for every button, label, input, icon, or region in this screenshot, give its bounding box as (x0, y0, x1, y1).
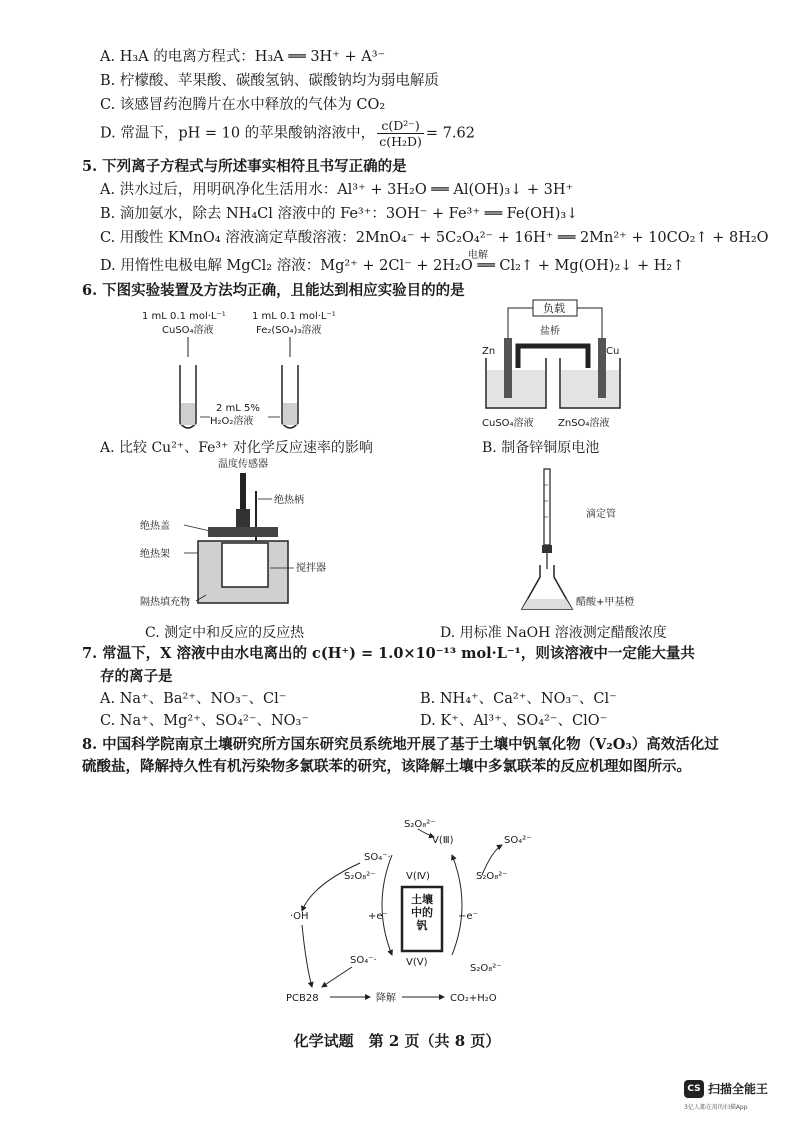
fig-c-lid-pointer (184, 525, 210, 531)
figure-b-galvanic-cell (478, 298, 628, 438)
q7-stem-line-2: 存的离子是 (100, 668, 173, 685)
mech-oh-radical: ·OH (290, 911, 309, 922)
figure-a-test-tubes (130, 305, 360, 435)
fig-b-cu-label: Cu (606, 346, 620, 357)
q5-option-c: C. 用酸性 KMnO₄ 溶液滴定草酸溶液：2MnO₄⁻ + 5C₂O₄²⁻ + 16H⁺ ══ 2Mn²⁺ + 10CO₂↑ + 8H₂O (100, 230, 769, 246)
figure-q8-mechanism (282, 815, 552, 1020)
fig-c-fill-label: 隔热填充物 (140, 597, 190, 608)
mech-arrow-right-cycle (452, 855, 462, 955)
fig-c-rack-label: 绝热架 (140, 549, 170, 560)
mech-box-text: 土壤中的钒 (411, 893, 433, 932)
fig-b-cu-electrode (598, 338, 606, 398)
q7-stem-line-1: 7. 常温下，X 溶液中由水电离出的 c(H⁺) = 1.0×10⁻¹³ mol·L⁻¹，则该溶液中一定能大量共 (82, 645, 695, 662)
fig-d-caption: D. 用标准 NaOH 溶液测定醋酸浓度 (440, 625, 667, 641)
mech-s2o8-right: S₂O₈²⁻ (476, 871, 508, 882)
mech-arrow-so4-to-pcb (322, 967, 352, 987)
mech-s2o8-top: S₂O₈²⁻ (404, 819, 436, 830)
mech-products: CO₂+H₂O (450, 993, 497, 1004)
q5-option-b: B. 滴加氨水，除去 NH₄Cl 溶液中的 Fe³⁺：3OH⁻ + Fe³⁺ ══ Fe(OH)₃↓ (100, 206, 579, 222)
fig-b-solution-label-1: CuSO₄溶液 (482, 418, 534, 429)
fig-c-handle-label: 绝热柄 (274, 495, 304, 506)
q5-d-condition: 电解 (468, 250, 488, 261)
fig-b-caption: B. 制备锌铜原电池 (482, 440, 600, 456)
q4-d-prefix: D. 常温下，pH = 10 的苹果酸钠溶液中， (100, 125, 376, 142)
mech-plus-e: +e⁻ (368, 911, 388, 922)
fig-a-label-4: Fe₂(SO₄)₃溶液 (256, 325, 322, 336)
mech-minus-e: −e⁻ (458, 911, 478, 922)
mech-s2o8-left: S₂O₈²⁻ (344, 871, 376, 882)
fig-b-zn-label: Zn (482, 346, 496, 357)
mech-v3: V(Ⅲ) (432, 835, 454, 846)
q7-option-c: C. Na⁺、Mg²⁺、SO₄²⁻、NO₃⁻ (100, 713, 310, 729)
fig-d-flask-label: 醋酸+甲基橙 (576, 597, 635, 608)
figure-d-titration (510, 465, 640, 615)
q4-d-numerator: c(D²⁻) (377, 118, 424, 134)
page-footer: 化学试题 第 2 页（共 8 页） (293, 1032, 501, 1050)
fig-c-sensor-probe (240, 473, 246, 509)
fig-d-flask-liquid (522, 599, 572, 609)
fig-a-label-5: 2 mL 5% (216, 403, 260, 414)
fig-d-stopcock (542, 545, 552, 553)
mech-arrow-left-cycle (382, 855, 392, 955)
fig-a-caption: A. 比较 Cu²⁺、Fe³⁺ 对化学反应速率的影响 (100, 440, 373, 456)
fig-b-solution-label-2: ZnSO₄溶液 (558, 418, 610, 429)
q5-stem: 5. 下列离子方程式与所述事实相符且书写正确的是 (82, 158, 407, 175)
mech-v4: V(Ⅳ) (406, 871, 430, 882)
q5-option-d: D. 用惰性电极电解 MgCl₂ 溶液：Mg²⁺ + 2Cl⁻ + 2H₂O ══ Cl₂↑ + Mg(OH)₂↓ + H₂↑ (100, 258, 685, 274)
fig-c-lid-label: 绝热盖 (140, 521, 170, 532)
mech-so4-top-right: SO₄²⁻ (504, 835, 532, 846)
fig-a-label-6: H₂O₂溶液 (210, 416, 254, 427)
q4-d-suffix: = 7.62 (425, 125, 475, 142)
fig-a-liquid-2 (283, 403, 297, 425)
q4-d-denominator: c(H₂D) (379, 134, 422, 149)
scanner-tagline: 3亿人都在用的扫描App (684, 1104, 748, 1111)
fig-b-load-label: 负载 (543, 302, 565, 315)
scanner-logo-icon: CS (684, 1080, 704, 1098)
mech-box-text-holder (406, 893, 438, 949)
mech-s2o8-bottom: S₂O₈²⁻ (470, 963, 502, 974)
q6-stem: 6. 下图实验装置及方法均正确，且能达到相应实验目的的是 (82, 282, 465, 299)
fig-a-label-2: CuSO₄溶液 (162, 325, 214, 336)
q4-option-a: A. H₃A 的电离方程式：H₃A ══ 3H⁺ + A³⁻ (100, 49, 386, 65)
q5-option-a: A. 洪水过后，用明矾净化生活用水：Al³⁺ + 3H₂O ══ Al(OH)₃↓ + 3H⁺ (100, 182, 574, 198)
mech-so4-radical-bottom: SO₄⁻· (350, 955, 377, 966)
fig-a-liquid-1 (181, 403, 195, 425)
fig-a-label-3: 1 mL 0.1 mol·L⁻¹ (252, 311, 336, 322)
q4-option-d (100, 118, 475, 149)
mech-arrow-oh-to-pcb (302, 925, 312, 987)
q7-option-a: A. Na⁺、Ba²⁺、NO₃⁻、Cl⁻ (100, 691, 287, 707)
fig-b-salt-bridge (518, 346, 588, 368)
q7-option-b: B. NH₄⁺、Ca²⁺、NO₃⁻、Cl⁻ (420, 691, 617, 707)
q4-option-b: B. 柠檬酸、苹果酸、碳酸氢钠、碳酸钠均为弱电解质 (100, 73, 439, 89)
mech-v5: V(Ⅴ) (406, 957, 428, 968)
fig-b-bridge-label: 盐桥 (540, 326, 560, 337)
fig-b-zn-electrode (504, 338, 512, 398)
q4-d-fraction (377, 118, 424, 149)
fig-b-solution-2 (561, 370, 619, 407)
scanner-brand: 扫描全能王 (708, 1082, 769, 1096)
fig-c-stirrer-label: 搅拌器 (296, 563, 326, 574)
mech-arrow-to-v3 (418, 829, 434, 837)
mech-degrade: 降解 (376, 993, 396, 1004)
figure-c-calorimeter (140, 455, 370, 615)
fig-c-caption: C. 测定中和反应的反应热 (145, 625, 305, 641)
q7-option-d: D. K⁺、Al³⁺、SO₄²⁻、ClO⁻ (420, 713, 608, 729)
q4-option-c: C. 该感冒药泡腾片在水中释放的气体为 CO₂ (100, 97, 386, 113)
q8-stem: 8. 中国科学院南京土壤研究所方国东研究员系统地开展了基于土壤中钒氧化物（V₂O₃）高效活化过硫酸盐，降解持久性有机污染物多氯联苯的研究，该降解土壤中多氯联苯的反应机理如图所示。 (82, 736, 719, 775)
fig-c-inner-beaker (222, 543, 268, 587)
fig-c-lid (208, 527, 278, 537)
scanner-watermark (684, 1078, 794, 1118)
fig-c-sensor-label: 温度传感器 (218, 459, 268, 470)
fig-b-solution-1 (487, 370, 545, 407)
fig-a-label-1: 1 mL 0.1 mol·L⁻¹ (142, 311, 226, 322)
mech-so4-radical-top: SO₄⁻· (364, 852, 391, 863)
mech-pcb28: PCB28 (286, 993, 319, 1004)
fig-d-burette-label: 滴定管 (586, 509, 616, 520)
fig-d-burette (544, 469, 550, 545)
